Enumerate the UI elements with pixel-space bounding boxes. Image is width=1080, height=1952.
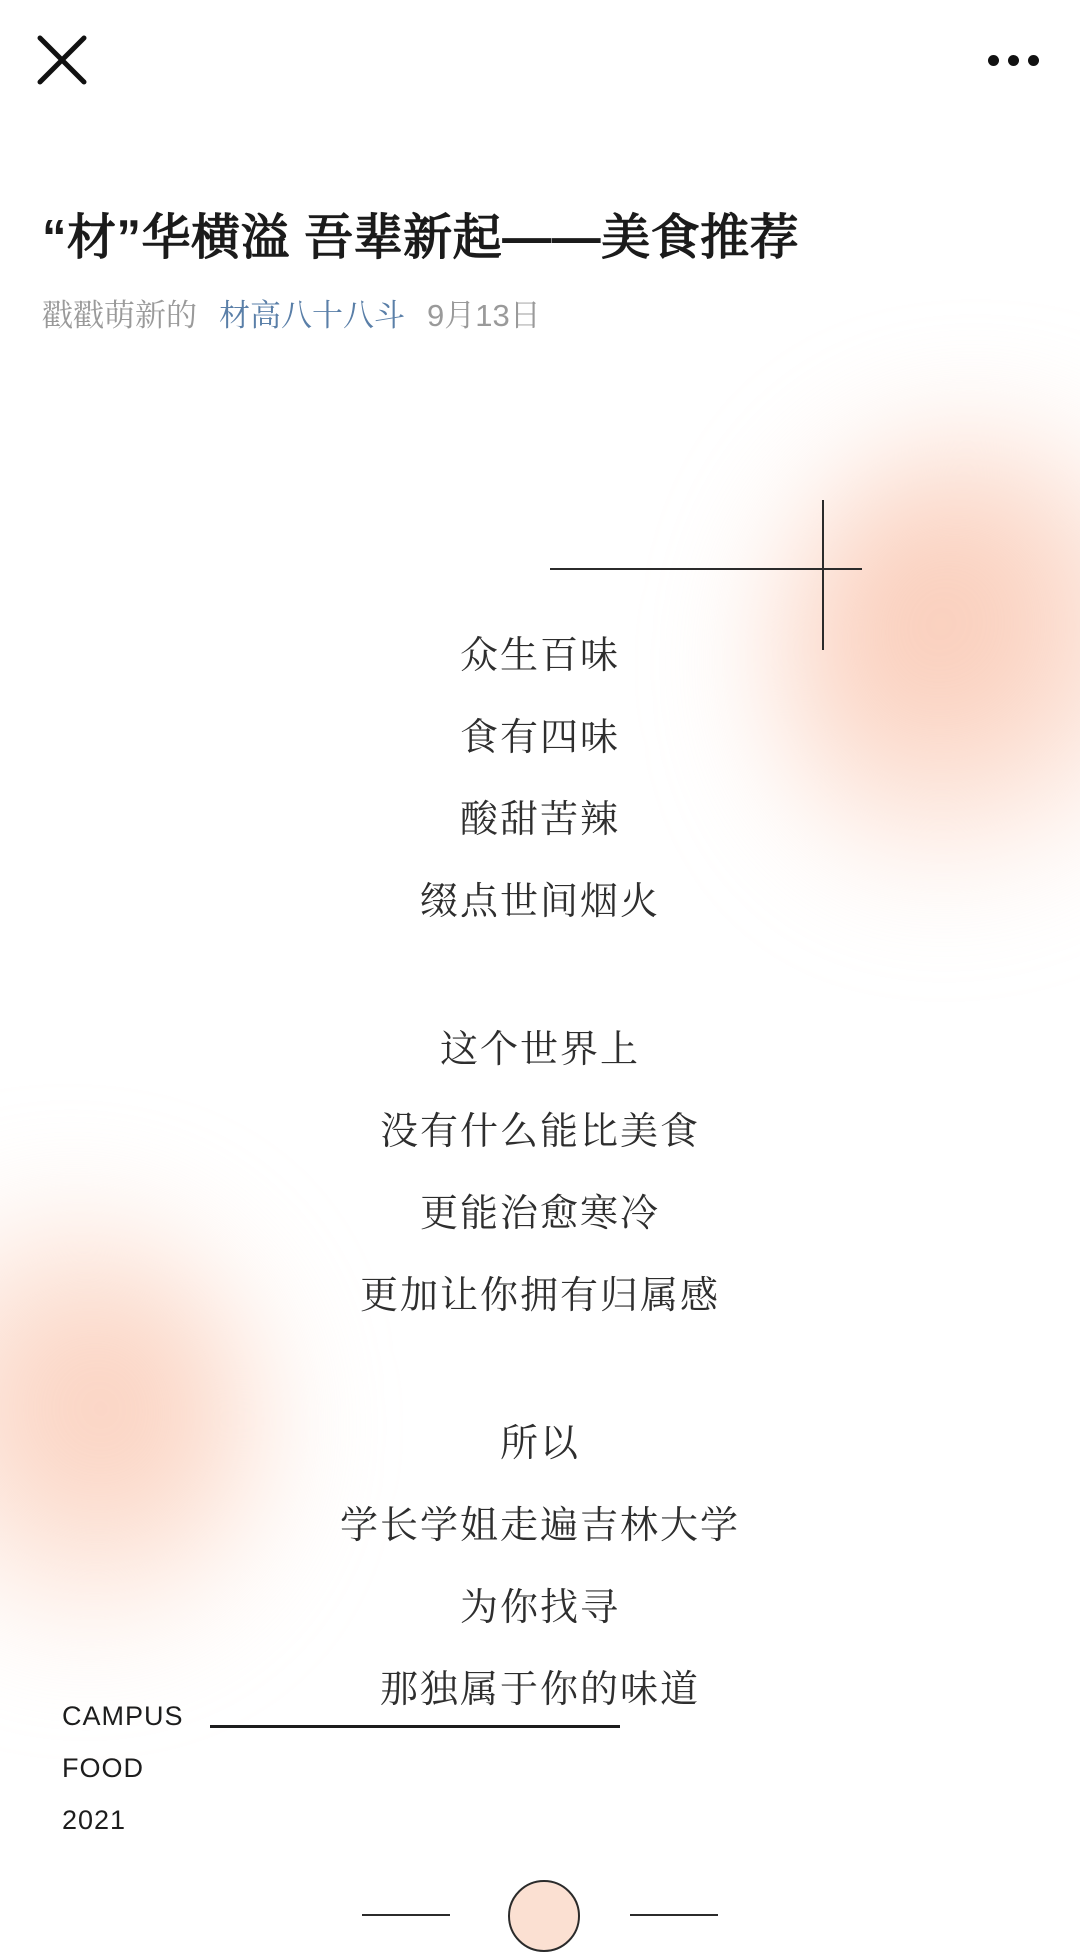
ornament-line-left	[362, 1914, 450, 1916]
article-body	[0, 430, 1080, 1731]
cross-vertical-line	[822, 500, 824, 650]
more-dot	[988, 55, 999, 66]
close-icon[interactable]	[30, 28, 94, 92]
verse-line: 食有四味	[459, 717, 620, 759]
author-name: 戳戳萌新的	[42, 298, 197, 333]
verse-line: 酸甜苦辣	[459, 799, 620, 841]
mark-line-3: 2021	[62, 1805, 127, 1835]
footer-divider	[210, 1725, 620, 1728]
ornament-line-right	[630, 1914, 718, 1916]
verse-line: 更能治愈寒冷	[419, 1193, 660, 1235]
account-link[interactable]: 材高八十八斗	[219, 298, 405, 333]
publish-date: 9月13日	[427, 298, 541, 333]
mark-line-2: FOOD	[62, 1753, 144, 1783]
verse-stanza	[0, 1009, 1080, 1337]
verse-line: 学长学姐走遍吉林大学	[339, 1505, 740, 1547]
verse-stanza	[0, 1403, 1080, 1731]
verse-line: 那独属于你的味道	[379, 1669, 700, 1711]
more-dot	[1008, 55, 1019, 66]
cross-ornament	[550, 500, 862, 650]
mark-line-1: CAMPUS	[62, 1701, 184, 1731]
page-title: “材”华横溢 吾辈新起——美食推荐	[42, 210, 800, 265]
bottom-ornament	[0, 1880, 1080, 1950]
ornament-circle	[508, 1880, 580, 1952]
article-meta	[42, 300, 541, 331]
more-options-icon[interactable]	[978, 30, 1048, 90]
cross-horizontal-line	[550, 568, 862, 570]
verse-line: 为你找寻	[459, 1587, 620, 1629]
verse-line: 众生百味	[459, 635, 620, 677]
verse-stanza	[0, 615, 1080, 943]
more-dot	[1028, 55, 1039, 66]
verse-line: 这个世界上	[439, 1029, 640, 1071]
verse-line: 没有什么能比美食	[379, 1111, 700, 1153]
top-bar	[0, 0, 1080, 115]
verse-line: 更加让你拥有归属感	[359, 1275, 720, 1317]
verse-line: 缀点世间烟火	[419, 881, 660, 923]
campus-food-mark	[62, 1690, 184, 1846]
verse-line: 所以	[499, 1423, 580, 1465]
